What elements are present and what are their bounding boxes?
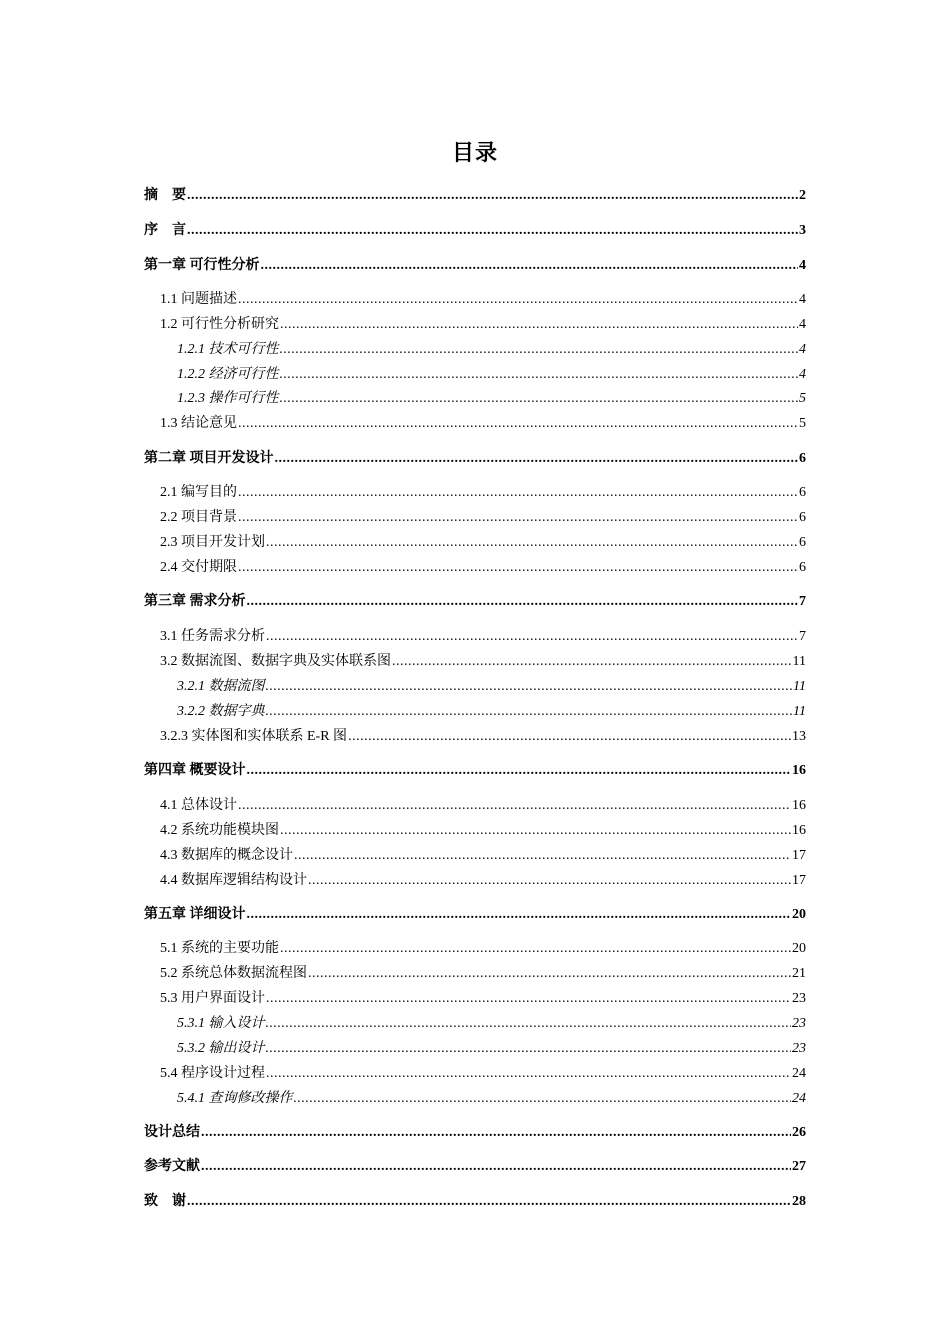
toc-leader-dots bbox=[308, 870, 791, 892]
toc-entry[interactable] bbox=[144, 1156, 806, 1178]
toc-entry[interactable] bbox=[144, 1088, 806, 1110]
toc-entry[interactable] bbox=[144, 760, 806, 782]
toc-entry-label: 致 谢 bbox=[144, 1194, 186, 1209]
toc-entry-label: 2.1 编写目的 bbox=[160, 485, 237, 500]
toc-leader-dots bbox=[187, 1191, 791, 1213]
toc-entry[interactable] bbox=[144, 388, 806, 410]
toc-entry-page-number: 23 bbox=[792, 1016, 806, 1031]
toc-entry-page-number: 16 bbox=[792, 823, 806, 838]
toc-entry-label: 4.2 系统功能模块图 bbox=[160, 823, 279, 838]
toc-entry-label: 第三章 需求分析 bbox=[144, 594, 246, 609]
toc-entry-page-number: 11 bbox=[793, 704, 806, 719]
toc-entry-label: 第一章 可行性分析 bbox=[144, 258, 260, 273]
toc-entry-label: 5.2 系统总体数据流程图 bbox=[160, 966, 307, 981]
toc-entry-label: 1.1 问题描述 bbox=[160, 292, 237, 307]
toc-leader-dots bbox=[294, 845, 791, 867]
toc-entry-label: 设计总结 bbox=[144, 1125, 200, 1140]
toc-entry-page-number: 23 bbox=[792, 991, 806, 1006]
toc-entry[interactable] bbox=[144, 289, 806, 311]
toc-entry-label: 4.3 数据库的概念设计 bbox=[160, 848, 293, 863]
toc-entry-label: 3.2.1 数据流图 bbox=[177, 679, 265, 694]
toc-entry[interactable] bbox=[144, 220, 806, 242]
toc-entry-page-number: 4 bbox=[799, 367, 806, 382]
toc-entry-page-number: 4 bbox=[799, 342, 806, 357]
toc-leader-dots bbox=[266, 1063, 791, 1085]
toc-leader-dots bbox=[266, 626, 798, 648]
toc-entry-label: 参考文献 bbox=[144, 1159, 200, 1174]
toc-entry-page-number: 6 bbox=[799, 451, 806, 466]
toc-entry-label: 1.2.1 技术可行性 bbox=[177, 342, 279, 357]
toc-leader-dots bbox=[187, 220, 798, 242]
toc-entry-label: 3.1 任务需求分析 bbox=[160, 629, 265, 644]
toc-entry[interactable] bbox=[144, 1038, 806, 1060]
toc-entry[interactable] bbox=[144, 651, 806, 673]
toc-entry-page-number: 28 bbox=[792, 1194, 806, 1209]
toc-leader-dots bbox=[280, 388, 799, 410]
toc-entry-label: 第四章 概要设计 bbox=[144, 763, 246, 778]
toc-entry[interactable] bbox=[144, 448, 806, 470]
toc-entry-page-number: 5 bbox=[799, 391, 806, 406]
toc-entry[interactable] bbox=[144, 364, 806, 386]
toc-entry[interactable] bbox=[144, 938, 806, 960]
toc-entry-page-number: 17 bbox=[792, 848, 806, 863]
toc-leader-dots bbox=[187, 185, 798, 207]
toc-entry-label: 4.4 数据库逻辑结构设计 bbox=[160, 873, 307, 888]
toc-entry-label: 1.2.2 经济可行性 bbox=[177, 367, 279, 382]
toc-entry-label: 摘 要 bbox=[144, 188, 186, 203]
toc-entry-page-number: 4 bbox=[799, 258, 806, 273]
toc-entry[interactable] bbox=[144, 820, 806, 842]
toc-entry[interactable] bbox=[144, 557, 806, 579]
toc-entry-page-number: 6 bbox=[799, 510, 806, 525]
toc-entry-label: 1.3 结论意见 bbox=[160, 416, 237, 431]
toc-entry-label: 5.3 用户界面设计 bbox=[160, 991, 265, 1006]
toc-entry-page-number: 27 bbox=[792, 1159, 806, 1174]
toc-entry[interactable] bbox=[144, 701, 806, 723]
toc-entry[interactable] bbox=[144, 870, 806, 892]
toc-leader-dots bbox=[238, 289, 798, 311]
toc-entry[interactable] bbox=[144, 904, 806, 926]
toc-leader-dots bbox=[275, 448, 799, 470]
toc-entry-label: 序 言 bbox=[144, 223, 186, 238]
toc-leader-dots bbox=[266, 988, 791, 1010]
toc-entry-page-number: 3 bbox=[799, 223, 806, 238]
toc-leader-dots bbox=[238, 557, 798, 579]
toc-entry-label: 5.3.2 输出设计 bbox=[177, 1041, 265, 1056]
toc-entry[interactable] bbox=[144, 1191, 806, 1213]
toc-entry[interactable] bbox=[144, 255, 806, 277]
toc-entry-label: 3.2 数据流图、数据字典及实体联系图 bbox=[160, 654, 391, 669]
toc-entry[interactable] bbox=[144, 626, 806, 648]
toc-leader-dots bbox=[247, 591, 799, 613]
toc-leader-dots bbox=[201, 1122, 791, 1144]
toc-entry[interactable] bbox=[144, 507, 806, 529]
toc-entry-label: 1.2.3 操作可行性 bbox=[177, 391, 279, 406]
toc-entry-label: 第五章 详细设计 bbox=[144, 907, 246, 922]
toc-entry-label: 第二章 项目开发设计 bbox=[144, 451, 274, 466]
toc-entry[interactable] bbox=[144, 185, 806, 207]
toc-leader-dots bbox=[266, 1038, 792, 1060]
toc-entry[interactable] bbox=[144, 795, 806, 817]
toc-leader-dots bbox=[348, 726, 791, 748]
toc-entry-page-number: 6 bbox=[799, 485, 806, 500]
toc-entry-page-number: 26 bbox=[792, 1125, 806, 1140]
toc-entry-page-number: 6 bbox=[799, 535, 806, 550]
toc-entry[interactable] bbox=[144, 1122, 806, 1144]
toc-leader-dots bbox=[261, 255, 799, 277]
toc-entry-page-number: 21 bbox=[792, 966, 806, 981]
toc-leader-dots bbox=[266, 1013, 792, 1035]
toc-leader-dots bbox=[294, 1088, 792, 1110]
toc-entry-page-number: 20 bbox=[792, 907, 806, 922]
toc-entry-label: 3.2.2 数据字典 bbox=[177, 704, 265, 719]
toc-entry-page-number: 7 bbox=[799, 594, 806, 609]
toc-leader-dots bbox=[266, 676, 793, 698]
toc-leader-dots bbox=[392, 651, 792, 673]
toc-entry[interactable] bbox=[144, 963, 806, 985]
toc-entry-label: 1.2 可行性分析研究 bbox=[160, 317, 279, 332]
toc-entry[interactable] bbox=[144, 988, 806, 1010]
toc-entry-label: 5.3.1 输入设计 bbox=[177, 1016, 265, 1031]
toc-leader-dots bbox=[280, 314, 798, 336]
toc-entry-page-number: 23 bbox=[792, 1041, 806, 1056]
toc-entry[interactable] bbox=[144, 1063, 806, 1085]
toc-entry[interactable] bbox=[144, 314, 806, 336]
page-title: 目录 bbox=[451, 140, 498, 165]
toc-entry-page-number: 11 bbox=[792, 654, 806, 669]
toc-leader-dots bbox=[280, 364, 799, 386]
toc-entry-page-number: 4 bbox=[799, 292, 806, 307]
toc-entry-page-number: 13 bbox=[792, 729, 806, 744]
toc-entry-label: 3.2.3 实体图和实体联系 E-R 图 bbox=[160, 729, 348, 744]
toc-leader-dots bbox=[201, 1156, 791, 1178]
toc-leader-dots bbox=[238, 795, 791, 817]
toc-entry-page-number: 7 bbox=[799, 629, 806, 644]
toc-leader-dots bbox=[238, 413, 798, 435]
toc-entry[interactable] bbox=[144, 339, 806, 361]
toc-entry-page-number: 5 bbox=[799, 416, 806, 431]
toc-entry-page-number: 17 bbox=[792, 873, 806, 888]
toc-leader-dots bbox=[247, 904, 792, 926]
toc-leader-dots bbox=[280, 938, 791, 960]
toc-leader-dots bbox=[308, 963, 791, 985]
toc-entry-page-number: 20 bbox=[792, 941, 806, 956]
toc-entry[interactable] bbox=[144, 532, 806, 554]
toc-entry[interactable] bbox=[144, 676, 806, 698]
toc-leader-dots bbox=[238, 482, 798, 504]
toc-leader-dots bbox=[266, 701, 793, 723]
toc-entry[interactable] bbox=[144, 413, 806, 435]
toc-entry-page-number: 6 bbox=[799, 560, 806, 575]
toc-entry-page-number: 24 bbox=[792, 1066, 806, 1081]
toc-entry[interactable] bbox=[144, 482, 806, 504]
toc-entry-page-number: 16 bbox=[792, 798, 806, 813]
toc-entry-page-number: 4 bbox=[799, 317, 806, 332]
toc-entry[interactable] bbox=[144, 591, 806, 613]
toc-entry-label: 2.3 项目开发计划 bbox=[160, 535, 265, 550]
toc-entry-label: 2.2 项目背景 bbox=[160, 510, 237, 525]
toc-leader-dots bbox=[247, 760, 792, 782]
toc-leader-dots bbox=[266, 532, 798, 554]
toc-entry-label: 5.1 系统的主要功能 bbox=[160, 941, 279, 956]
toc-entry-label: 5.4.1 查询修改操作 bbox=[177, 1091, 293, 1106]
toc-entry-page-number: 2 bbox=[799, 188, 806, 203]
toc-entry-page-number: 24 bbox=[792, 1091, 806, 1106]
toc-entry-label: 4.1 总体设计 bbox=[160, 798, 237, 813]
toc-entry-label: 2.4 交付期限 bbox=[160, 560, 237, 575]
toc-leader-dots bbox=[280, 820, 791, 842]
toc-entry-page-number: 11 bbox=[793, 679, 806, 694]
toc-leader-dots bbox=[238, 507, 798, 529]
toc-entry[interactable] bbox=[144, 1013, 806, 1035]
toc-entry-page-number: 16 bbox=[792, 763, 806, 778]
toc-leader-dots bbox=[280, 339, 799, 361]
toc-entry[interactable] bbox=[144, 726, 806, 748]
toc-entry-label: 5.4 程序设计过程 bbox=[160, 1066, 265, 1081]
toc-entry[interactable] bbox=[144, 845, 806, 867]
